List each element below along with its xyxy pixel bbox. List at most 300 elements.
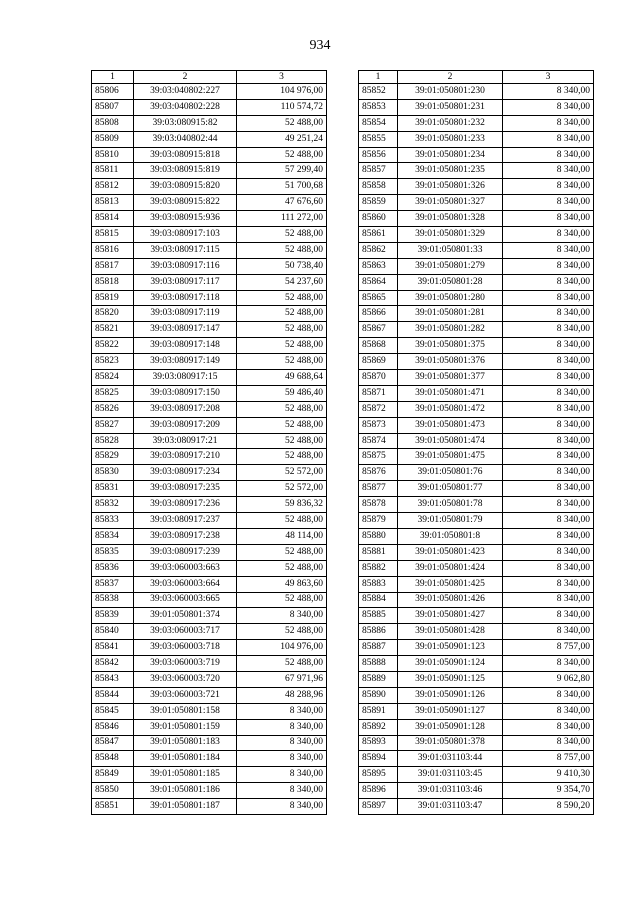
row-number-cell: 85817	[92, 258, 134, 274]
column-header-3: 3	[237, 71, 327, 84]
amount-cell: 52 572,00	[237, 481, 327, 497]
table-row	[92, 227, 327, 243]
row-number-cell: 85828	[92, 433, 134, 449]
row-number-cell: 85829	[92, 449, 134, 465]
row-number-cell: 85896	[359, 783, 398, 799]
row-number-cell: 85814	[92, 211, 134, 227]
row-number-cell: 85812	[92, 179, 134, 195]
amount-cell: 8 340,00	[503, 417, 594, 433]
table-row	[359, 147, 594, 163]
cadastral-number-cell: 39:03:040802:44	[134, 131, 237, 147]
cadastral-number-cell: 39:01:050801:232	[398, 115, 503, 131]
row-number-cell: 85893	[359, 735, 398, 751]
cadastral-number-cell: 39:03:080915:936	[134, 211, 237, 227]
row-number-cell: 85880	[359, 528, 398, 544]
cadastral-number-cell: 39:03:080915:82	[134, 115, 237, 131]
cadastral-number-cell: 39:03:080915:822	[134, 195, 237, 211]
cadastral-number-cell: 39:03:080917:236	[134, 497, 237, 513]
amount-cell: 104 976,00	[237, 640, 327, 656]
cadastral-number-cell: 39:03:040802:227	[134, 84, 237, 100]
row-number-cell: 85883	[359, 576, 398, 592]
row-number-cell: 85866	[359, 306, 398, 322]
amount-cell: 8 340,00	[503, 338, 594, 354]
table-row	[359, 306, 594, 322]
amount-cell: 8 340,00	[503, 370, 594, 386]
table-row	[92, 449, 327, 465]
amount-cell: 9 062,80	[503, 671, 594, 687]
amount-cell: 8 340,00	[503, 465, 594, 481]
amount-cell: 8 340,00	[503, 99, 594, 115]
row-number-cell: 85884	[359, 592, 398, 608]
table-row	[359, 433, 594, 449]
amount-cell: 8 340,00	[503, 385, 594, 401]
row-number-cell: 85895	[359, 767, 398, 783]
cadastral-number-cell: 39:03:080917:147	[134, 322, 237, 338]
amount-cell: 8 757,00	[503, 751, 594, 767]
column-header-1: 1	[359, 71, 398, 84]
row-number-cell: 85856	[359, 147, 398, 163]
row-number-cell: 85892	[359, 719, 398, 735]
row-number-cell: 85815	[92, 227, 134, 243]
table-row	[359, 703, 594, 719]
cadastral-number-cell: 39:03:080915:819	[134, 163, 237, 179]
cadastral-number-cell: 39:03:060003:720	[134, 671, 237, 687]
cadastral-number-cell: 39:01:050801:33	[398, 242, 503, 258]
row-number-cell: 85869	[359, 354, 398, 370]
row-number-cell: 85836	[92, 560, 134, 576]
amount-cell: 8 340,00	[503, 242, 594, 258]
table-row	[92, 497, 327, 513]
table-row	[92, 767, 327, 783]
row-number-cell: 85867	[359, 322, 398, 338]
row-number-cell: 85850	[92, 783, 134, 799]
row-number-cell: 85810	[92, 147, 134, 163]
row-number-cell: 85857	[359, 163, 398, 179]
cadastral-number-cell: 39:03:080917:15	[134, 370, 237, 386]
row-number-cell: 85847	[92, 735, 134, 751]
amount-cell: 9 354,70	[503, 783, 594, 799]
table-row	[359, 783, 594, 799]
table-row	[359, 449, 594, 465]
table-right	[358, 70, 594, 815]
table-row	[92, 322, 327, 338]
table-row	[92, 115, 327, 131]
row-number-cell: 85855	[359, 131, 398, 147]
table-row	[92, 370, 327, 386]
row-number-cell: 85878	[359, 497, 398, 513]
amount-cell: 8 340,00	[503, 449, 594, 465]
row-number-cell: 85839	[92, 608, 134, 624]
row-number-cell: 85872	[359, 401, 398, 417]
cadastral-number-cell: 39:01:050801:428	[398, 624, 503, 640]
table-row	[359, 290, 594, 306]
amount-cell: 9 410,30	[503, 767, 594, 783]
table-row	[359, 608, 594, 624]
amount-cell: 8 340,00	[237, 799, 327, 815]
amount-cell: 8 757,00	[503, 640, 594, 656]
amount-cell: 8 340,00	[237, 751, 327, 767]
cadastral-number-cell: 39:01:050801:326	[398, 179, 503, 195]
amount-cell: 8 340,00	[503, 147, 594, 163]
table-row	[92, 163, 327, 179]
amount-cell: 8 340,00	[237, 783, 327, 799]
table-row	[359, 274, 594, 290]
row-number-cell: 85864	[359, 274, 398, 290]
table-row	[359, 195, 594, 211]
cadastral-number-cell: 39:03:060003:719	[134, 656, 237, 672]
amount-cell: 49 688,64	[237, 370, 327, 386]
amount-cell: 8 340,00	[503, 624, 594, 640]
row-number-cell: 85824	[92, 370, 134, 386]
row-number-cell: 85868	[359, 338, 398, 354]
table-row	[92, 433, 327, 449]
amount-cell: 52 488,00	[237, 242, 327, 258]
amount-cell: 8 340,00	[503, 719, 594, 735]
row-number-cell: 85853	[359, 99, 398, 115]
amount-cell: 59 836,32	[237, 497, 327, 513]
column-header-2: 2	[398, 71, 503, 84]
row-number-cell: 85835	[92, 544, 134, 560]
row-number-cell: 85865	[359, 290, 398, 306]
cadastral-number-cell: 39:03:080917:209	[134, 417, 237, 433]
table-row	[359, 513, 594, 529]
amount-cell: 8 340,00	[503, 290, 594, 306]
cadastral-number-cell: 39:01:050801:378	[398, 735, 503, 751]
table-row	[359, 115, 594, 131]
amount-cell: 48 114,00	[237, 528, 327, 544]
amount-cell: 52 488,00	[237, 115, 327, 131]
cadastral-number-cell: 39:01:050801:281	[398, 306, 503, 322]
row-number-cell: 85846	[92, 719, 134, 735]
table-row	[92, 751, 327, 767]
cadastral-number-cell: 39:01:050901:126	[398, 687, 503, 703]
cadastral-number-cell: 39:01:050801:8	[398, 528, 503, 544]
amount-cell: 8 340,00	[503, 258, 594, 274]
cadastral-number-cell: 39:01:050801:231	[398, 99, 503, 115]
amount-cell: 8 340,00	[237, 735, 327, 751]
table-row	[92, 687, 327, 703]
cadastral-number-cell: 39:01:050801:374	[134, 608, 237, 624]
row-number-cell: 85851	[92, 799, 134, 815]
amount-cell: 52 488,00	[237, 147, 327, 163]
row-number-cell: 85816	[92, 242, 134, 258]
cadastral-number-cell: 39:01:050801:475	[398, 449, 503, 465]
row-number-cell: 85830	[92, 465, 134, 481]
row-number-cell: 85809	[92, 131, 134, 147]
table-row	[92, 465, 327, 481]
table-row	[92, 783, 327, 799]
amount-cell: 59 486,40	[237, 385, 327, 401]
row-number-cell: 85881	[359, 544, 398, 560]
table-row	[92, 242, 327, 258]
table-row	[359, 179, 594, 195]
amount-cell: 52 488,00	[237, 417, 327, 433]
table-row	[359, 322, 594, 338]
amount-cell: 8 340,00	[503, 354, 594, 370]
amount-cell: 8 590,20	[503, 799, 594, 815]
cadastral-number-cell: 39:01:050801:186	[134, 783, 237, 799]
table-row	[92, 481, 327, 497]
column-header-3: 3	[503, 71, 594, 84]
row-number-cell: 85823	[92, 354, 134, 370]
amount-cell: 8 340,00	[503, 131, 594, 147]
row-number-cell: 85890	[359, 687, 398, 703]
table-left-body	[92, 84, 327, 815]
row-number-cell: 85886	[359, 624, 398, 640]
cadastral-number-cell: 39:03:080917:117	[134, 274, 237, 290]
amount-cell: 57 299,40	[237, 163, 327, 179]
cadastral-number-cell: 39:01:050801:158	[134, 703, 237, 719]
amount-cell: 54 237,60	[237, 274, 327, 290]
amount-cell: 52 488,00	[237, 449, 327, 465]
table-row	[92, 258, 327, 274]
cadastral-number-cell: 39:03:080917:239	[134, 544, 237, 560]
cadastral-number-cell: 39:01:050801:423	[398, 544, 503, 560]
cadastral-number-cell: 39:01:031103:46	[398, 783, 503, 799]
amount-cell: 8 340,00	[503, 84, 594, 100]
cadastral-number-cell: 39:03:080915:818	[134, 147, 237, 163]
row-number-cell: 85894	[359, 751, 398, 767]
amount-cell: 49 251,24	[237, 131, 327, 147]
amount-cell: 52 488,00	[237, 656, 327, 672]
cadastral-number-cell: 39:01:050801:77	[398, 481, 503, 497]
amount-cell: 52 488,00	[237, 513, 327, 529]
amount-cell: 8 340,00	[503, 195, 594, 211]
cadastral-number-cell: 39:03:080917:234	[134, 465, 237, 481]
table-row	[92, 306, 327, 322]
amount-cell: 8 340,00	[503, 592, 594, 608]
row-number-cell: 85862	[359, 242, 398, 258]
amount-cell: 52 488,00	[237, 306, 327, 322]
row-number-cell: 85848	[92, 751, 134, 767]
row-number-cell: 85887	[359, 640, 398, 656]
cadastral-number-cell: 39:01:050801:234	[398, 147, 503, 163]
cadastral-number-cell: 39:01:050801:78	[398, 497, 503, 513]
amount-cell: 8 340,00	[503, 274, 594, 290]
amount-cell: 52 488,00	[237, 624, 327, 640]
table-row	[359, 417, 594, 433]
row-number-cell: 85820	[92, 306, 134, 322]
table-row	[92, 799, 327, 815]
amount-cell: 8 340,00	[503, 528, 594, 544]
column-header-1: 1	[92, 71, 134, 84]
table-row	[92, 576, 327, 592]
row-number-cell: 85882	[359, 560, 398, 576]
table-row	[359, 401, 594, 417]
table-row	[92, 592, 327, 608]
amount-cell: 52 488,00	[237, 354, 327, 370]
table-row	[359, 624, 594, 640]
table-row	[92, 354, 327, 370]
row-number-cell: 85875	[359, 449, 398, 465]
cadastral-number-cell: 39:01:050801:473	[398, 417, 503, 433]
table-row	[359, 84, 594, 100]
amount-cell: 8 340,00	[503, 115, 594, 131]
table-right-body	[359, 84, 594, 815]
row-number-cell: 85885	[359, 608, 398, 624]
row-number-cell: 85858	[359, 179, 398, 195]
cadastral-number-cell: 39:01:050801:184	[134, 751, 237, 767]
table-row	[359, 163, 594, 179]
table-row	[359, 99, 594, 115]
amount-cell: 52 488,00	[237, 560, 327, 576]
row-number-cell: 85845	[92, 703, 134, 719]
amount-cell: 8 340,00	[503, 703, 594, 719]
amount-cell: 8 340,00	[237, 767, 327, 783]
amount-cell: 8 340,00	[503, 481, 594, 497]
cadastral-number-cell: 39:03:080917:210	[134, 449, 237, 465]
cadastral-number-cell: 39:01:050801:427	[398, 608, 503, 624]
table-row	[92, 513, 327, 529]
cadastral-number-cell: 39:01:050801:79	[398, 513, 503, 529]
row-number-cell: 85863	[359, 258, 398, 274]
table-row	[92, 528, 327, 544]
cadastral-number-cell: 39:01:050801:230	[398, 84, 503, 100]
table-row	[92, 99, 327, 115]
table-row	[359, 735, 594, 751]
table-row	[359, 799, 594, 815]
table-row	[359, 338, 594, 354]
table-row	[92, 656, 327, 672]
cadastral-number-cell: 39:03:080917:149	[134, 354, 237, 370]
row-number-cell: 85874	[359, 433, 398, 449]
cadastral-number-cell: 39:03:080917:150	[134, 385, 237, 401]
cadastral-number-cell: 39:03:060003:663	[134, 560, 237, 576]
amount-cell: 49 863,60	[237, 576, 327, 592]
row-number-cell: 85806	[92, 84, 134, 100]
cadastral-number-cell: 39:03:060003:717	[134, 624, 237, 640]
table-row	[92, 417, 327, 433]
amount-cell: 8 340,00	[503, 687, 594, 703]
table-row	[359, 242, 594, 258]
row-number-cell: 85861	[359, 227, 398, 243]
page-number: 934	[309, 38, 331, 53]
table-header-row	[359, 71, 594, 84]
table-row	[359, 211, 594, 227]
cadastral-number-cell: 39:01:050801:425	[398, 576, 503, 592]
row-number-cell: 85832	[92, 497, 134, 513]
row-number-cell: 85849	[92, 767, 134, 783]
cadastral-number-cell: 39:01:050801:279	[398, 258, 503, 274]
table-row	[359, 258, 594, 274]
amount-cell: 8 340,00	[503, 544, 594, 560]
amount-cell: 8 340,00	[503, 497, 594, 513]
table-row	[359, 227, 594, 243]
amount-cell: 52 488,00	[237, 290, 327, 306]
row-number-cell: 85840	[92, 624, 134, 640]
row-number-cell: 85879	[359, 513, 398, 529]
table-row	[92, 195, 327, 211]
cadastral-number-cell: 39:03:080917:116	[134, 258, 237, 274]
cadastral-number-cell: 39:03:080917:119	[134, 306, 237, 322]
table-row	[359, 465, 594, 481]
row-number-cell: 85891	[359, 703, 398, 719]
cadastral-number-cell: 39:01:050801:159	[134, 719, 237, 735]
cadastral-number-cell: 39:03:080915:820	[134, 179, 237, 195]
table-row	[359, 671, 594, 687]
table-row	[359, 544, 594, 560]
amount-cell: 8 340,00	[503, 433, 594, 449]
cadastral-number-cell: 39:03:060003:664	[134, 576, 237, 592]
amount-cell: 8 340,00	[503, 163, 594, 179]
cadastral-number-cell: 39:03:080917:238	[134, 528, 237, 544]
table-row	[359, 528, 594, 544]
cadastral-number-cell: 39:01:050801:235	[398, 163, 503, 179]
table-header-row	[92, 71, 327, 84]
table-row	[92, 608, 327, 624]
cadastral-number-cell: 39:01:050801:329	[398, 227, 503, 243]
table-row	[92, 671, 327, 687]
table-row	[359, 370, 594, 386]
amount-cell: 8 340,00	[503, 211, 594, 227]
row-number-cell: 85871	[359, 385, 398, 401]
amount-cell: 8 340,00	[237, 719, 327, 735]
cadastral-number-cell: 39:03:080917:208	[134, 401, 237, 417]
amount-cell: 8 340,00	[503, 306, 594, 322]
row-number-cell: 85844	[92, 687, 134, 703]
table-row	[92, 338, 327, 354]
cadastral-number-cell: 39:01:050801:233	[398, 131, 503, 147]
row-number-cell: 85842	[92, 656, 134, 672]
cadastral-number-cell: 39:01:050801:327	[398, 195, 503, 211]
table-row	[92, 179, 327, 195]
amount-cell: 52 488,00	[237, 401, 327, 417]
amount-cell: 52 572,00	[237, 465, 327, 481]
table-row	[92, 290, 327, 306]
amount-cell: 52 488,00	[237, 592, 327, 608]
table-row	[92, 640, 327, 656]
amount-cell: 8 340,00	[503, 179, 594, 195]
row-number-cell: 85834	[92, 528, 134, 544]
amount-cell: 52 488,00	[237, 322, 327, 338]
amount-cell: 8 340,00	[503, 576, 594, 592]
amount-cell: 8 340,00	[503, 560, 594, 576]
row-number-cell: 85808	[92, 115, 134, 131]
row-number-cell: 85831	[92, 481, 134, 497]
cadastral-number-cell: 39:03:080917:235	[134, 481, 237, 497]
cadastral-number-cell: 39:01:050801:376	[398, 354, 503, 370]
cadastral-number-cell: 39:03:060003:665	[134, 592, 237, 608]
table-left	[91, 70, 327, 815]
table-row	[359, 131, 594, 147]
table-row	[92, 703, 327, 719]
row-number-cell: 85852	[359, 84, 398, 100]
amount-cell: 8 340,00	[503, 513, 594, 529]
row-number-cell: 85889	[359, 671, 398, 687]
row-number-cell: 85822	[92, 338, 134, 354]
row-number-cell: 85859	[359, 195, 398, 211]
cadastral-number-cell: 39:01:031103:44	[398, 751, 503, 767]
amount-cell: 67 971,96	[237, 671, 327, 687]
table-row	[92, 211, 327, 227]
cadastral-number-cell: 39:01:050801:282	[398, 322, 503, 338]
table-row	[359, 481, 594, 497]
table-row	[359, 767, 594, 783]
table-row	[359, 576, 594, 592]
row-number-cell: 85876	[359, 465, 398, 481]
cadastral-number-cell: 39:01:050801:375	[398, 338, 503, 354]
cadastral-number-cell: 39:03:060003:721	[134, 687, 237, 703]
table-row	[359, 385, 594, 401]
cadastral-number-cell: 39:03:080917:237	[134, 513, 237, 529]
cadastral-number-cell: 39:01:050901:127	[398, 703, 503, 719]
table-row	[359, 719, 594, 735]
cadastral-number-cell: 39:01:050801:471	[398, 385, 503, 401]
row-number-cell: 85854	[359, 115, 398, 131]
table-row	[92, 385, 327, 401]
amount-cell: 8 340,00	[503, 322, 594, 338]
amount-cell: 104 976,00	[237, 84, 327, 100]
